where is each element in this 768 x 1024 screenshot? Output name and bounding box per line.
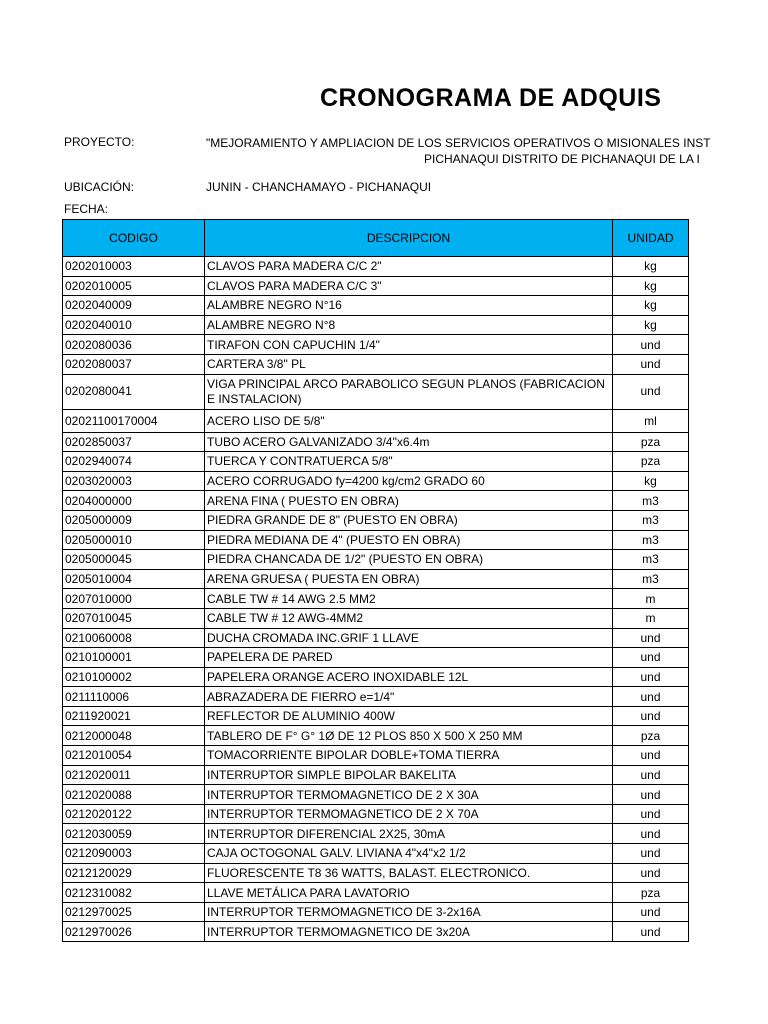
row-unidad: und <box>613 706 689 726</box>
table-row <box>63 569 689 589</box>
row-codigo: 0207010000 <box>63 589 205 609</box>
row-unidad: und <box>613 335 689 355</box>
row-descripcion: INTERRUPTOR TERMOMAGNETICO DE 2 X 70A <box>205 804 613 824</box>
row-unidad: und <box>613 863 689 883</box>
ubicacion-value: JUNIN - CHANCHAMAYO - PICHANAQUI <box>206 180 432 194</box>
row-unidad: pza <box>613 452 689 472</box>
row-unidad: und <box>613 844 689 864</box>
row-unidad: und <box>613 354 689 374</box>
table-row <box>63 432 689 452</box>
table-row <box>63 687 689 707</box>
row-descripcion: ALAMBRE NEGRO N°16 <box>205 296 613 316</box>
row-unidad: pza <box>613 432 689 452</box>
row-descripcion: INTERRUPTOR SIMPLE BIPOLAR BAKELITA <box>205 765 613 785</box>
row-unidad: m3 <box>613 530 689 550</box>
page-title: CRONOGRAMA DE ADQUIS <box>320 84 662 112</box>
row-unidad: und <box>613 746 689 766</box>
row-codigo: 0212970025 <box>63 902 205 922</box>
row-codigo: 0202010005 <box>63 276 205 296</box>
row-unidad: und <box>613 648 689 668</box>
row-codigo: 0211110006 <box>63 687 205 707</box>
row-descripcion: INTERRUPTOR TERMOMAGNETICO DE 3x20A <box>205 922 613 942</box>
row-descripcion: TUERCA Y CONTRATUERCA 5/8" <box>205 452 613 472</box>
table-row <box>63 746 689 766</box>
row-unidad: kg <box>613 296 689 316</box>
row-unidad: m3 <box>613 510 689 530</box>
row-descripcion: ARENA GRUESA ( PUESTA EN OBRA) <box>205 569 613 589</box>
row-unidad: m3 <box>613 550 689 570</box>
row-codigo: 0212020011 <box>63 765 205 785</box>
row-codigo: 0202080041 <box>63 374 205 409</box>
row-unidad: m3 <box>613 491 689 511</box>
table-row <box>63 335 689 355</box>
row-descripcion: CLAVOS PARA MADERA C/C 3" <box>205 276 613 296</box>
table-row <box>63 354 689 374</box>
row-unidad: kg <box>613 471 689 491</box>
row-descripcion: ABRAZADERA DE FIERRO e=1/4" <box>205 687 613 707</box>
row-descripcion: ARENA FINA ( PUESTO EN OBRA) <box>205 491 613 511</box>
row-codigo: 0202080036 <box>63 335 205 355</box>
row-descripcion: TUBO ACERO GALVANIZADO 3/4"x6.4m <box>205 432 613 452</box>
table-row <box>63 726 689 746</box>
table-row <box>63 785 689 805</box>
row-codigo: 0205000009 <box>63 510 205 530</box>
row-unidad: m <box>613 589 689 609</box>
table-row <box>63 530 689 550</box>
row-descripcion: PIEDRA GRANDE DE 8" (PUESTO EN OBRA) <box>205 510 613 530</box>
row-unidad: und <box>613 785 689 805</box>
table-row <box>63 315 689 335</box>
row-descripcion: PAPELERA DE PARED <box>205 648 613 668</box>
row-descripcion: ACERO CORRUGADO fy=4200 kg/cm2 GRADO 60 <box>205 471 613 491</box>
row-codigo: 0204000000 <box>63 491 205 511</box>
table-row <box>63 902 689 922</box>
row-unidad: und <box>613 922 689 942</box>
row-descripcion: TIRAFON CON CAPUCHIN 1/4" <box>205 335 613 355</box>
row-codigo: 0202940074 <box>63 452 205 472</box>
table-row <box>63 550 689 570</box>
row-codigo: 0202850037 <box>63 432 205 452</box>
table-row <box>63 706 689 726</box>
fecha-label: FECHA: <box>64 202 109 216</box>
row-codigo: 0210100002 <box>63 667 205 687</box>
row-descripcion: INTERRUPTOR TERMOMAGNETICO DE 3-2x16A <box>205 902 613 922</box>
row-descripcion: VIGA PRINCIPAL ARCO PARABOLICO SEGUN PLANOS (FABRICACION E INSTALACION) <box>205 374 613 409</box>
row-descripcion: INTERRUPTOR TERMOMAGNETICO DE 2 X 30A <box>205 785 613 805</box>
table-row <box>63 863 689 883</box>
proyecto-line-1: "MEJORAMIENTO Y AMPLIACION DE LOS SERVICIOS OPERATIVOS O MISIONALES INST <box>206 136 711 150</box>
table-row <box>63 824 689 844</box>
row-descripcion: PIEDRA MEDIANA DE 4" (PUESTO EN OBRA) <box>205 530 613 550</box>
row-codigo: 0205000045 <box>63 550 205 570</box>
proyecto-line-2: PICHANAQUI DISTRITO DE PICHANAQUI DE LA I <box>424 152 700 166</box>
row-unidad: und <box>613 667 689 687</box>
row-unidad: kg <box>613 257 689 277</box>
table-row <box>63 276 689 296</box>
row-unidad: und <box>613 902 689 922</box>
row-descripcion: TABLERO DE F° G° 1Ø DE 12 PLOS 850 X 500 X 250 MM <box>205 726 613 746</box>
row-unidad: m3 <box>613 569 689 589</box>
table-row <box>63 296 689 316</box>
row-descripcion: INTERRUPTOR DIFERENCIAL 2X25, 30mA <box>205 824 613 844</box>
row-codigo: 0212030059 <box>63 824 205 844</box>
row-codigo: 0212310082 <box>63 883 205 903</box>
row-unidad: m <box>613 608 689 628</box>
row-codigo: 0202040010 <box>63 315 205 335</box>
header-unidad: UNIDAD <box>613 220 689 257</box>
row-descripcion: ALAMBRE NEGRO N°8 <box>205 315 613 335</box>
table-row <box>63 922 689 942</box>
row-codigo: 0212970026 <box>63 922 205 942</box>
row-codigo: 0212020088 <box>63 785 205 805</box>
row-descripcion: CABLE TW # 12 AWG-4MM2 <box>205 608 613 628</box>
row-descripcion: REFLECTOR DE ALUMINIO 400W <box>205 706 613 726</box>
row-codigo: 0211920021 <box>63 706 205 726</box>
row-codigo: 0203020003 <box>63 471 205 491</box>
row-unidad: kg <box>613 315 689 335</box>
table-row <box>63 452 689 472</box>
table-header-row <box>63 220 689 257</box>
row-unidad: und <box>613 628 689 648</box>
row-codigo: 0210100001 <box>63 648 205 668</box>
row-codigo: 0205010004 <box>63 569 205 589</box>
table-row <box>63 257 689 277</box>
header-codigo: CODIGO <box>63 220 205 257</box>
row-codigo: 0212000048 <box>63 726 205 746</box>
table-row <box>63 374 689 409</box>
row-descripcion: DUCHA CROMADA INC.GRIF 1 LLAVE <box>205 628 613 648</box>
table-row <box>63 608 689 628</box>
row-unidad: kg <box>613 276 689 296</box>
row-codigo: 0210060008 <box>63 628 205 648</box>
row-descripcion: PIEDRA CHANCADA DE 1/2" (PUESTO EN OBRA) <box>205 550 613 570</box>
header-descripcion: DESCRIPCION <box>205 220 613 257</box>
row-codigo: 0207010045 <box>63 608 205 628</box>
table-row <box>63 409 689 432</box>
row-descripcion: ACERO LISO DE 5/8" <box>205 409 613 432</box>
row-descripcion: PAPELERA ORANGE ACERO INOXIDABLE 12L <box>205 667 613 687</box>
proyecto-label: PROYECTO: <box>64 135 135 149</box>
row-codigo: 02021100170004 <box>63 409 205 432</box>
row-descripcion: CLAVOS PARA MADERA C/C 2" <box>205 257 613 277</box>
row-codigo: 0202080037 <box>63 354 205 374</box>
table-row <box>63 589 689 609</box>
row-descripcion: CAJA OCTOGONAL GALV. LIVIANA 4"x4"x2 1/2 <box>205 844 613 864</box>
row-codigo: 0202010003 <box>63 257 205 277</box>
table-row <box>63 883 689 903</box>
row-descripcion: CARTERA 3/8" PL <box>205 354 613 374</box>
row-codigo: 0212010054 <box>63 746 205 766</box>
table-row <box>63 667 689 687</box>
table-row <box>63 628 689 648</box>
table-row <box>63 765 689 785</box>
table-row <box>63 648 689 668</box>
table-row <box>63 491 689 511</box>
row-unidad: und <box>613 687 689 707</box>
row-unidad: pza <box>613 726 689 746</box>
row-descripcion: FLUORESCENTE T8 36 WATTS, BALAST. ELECTRONICO. <box>205 863 613 883</box>
row-unidad: und <box>613 765 689 785</box>
ubicacion-label: UBICACIÓN: <box>64 180 135 194</box>
row-unidad: und <box>613 374 689 409</box>
materials-table <box>62 219 689 942</box>
table-row <box>63 471 689 491</box>
row-codigo: 0212020122 <box>63 804 205 824</box>
row-unidad: pza <box>613 883 689 903</box>
row-descripcion: LLAVE METÁLICA PARA LAVATORIO <box>205 883 613 903</box>
row-codigo: 0202040009 <box>63 296 205 316</box>
row-unidad: und <box>613 804 689 824</box>
row-unidad: ml <box>613 409 689 432</box>
row-codigo: 0205000010 <box>63 530 205 550</box>
row-unidad: und <box>613 824 689 844</box>
row-codigo: 0212120029 <box>63 863 205 883</box>
table-row <box>63 804 689 824</box>
table-row <box>63 510 689 530</box>
table-row <box>63 844 689 864</box>
row-descripcion: TOMACORRIENTE BIPOLAR DOBLE+TOMA TIERRA <box>205 746 613 766</box>
row-codigo: 0212090003 <box>63 844 205 864</box>
row-descripcion: CABLE TW # 14 AWG 2.5 MM2 <box>205 589 613 609</box>
